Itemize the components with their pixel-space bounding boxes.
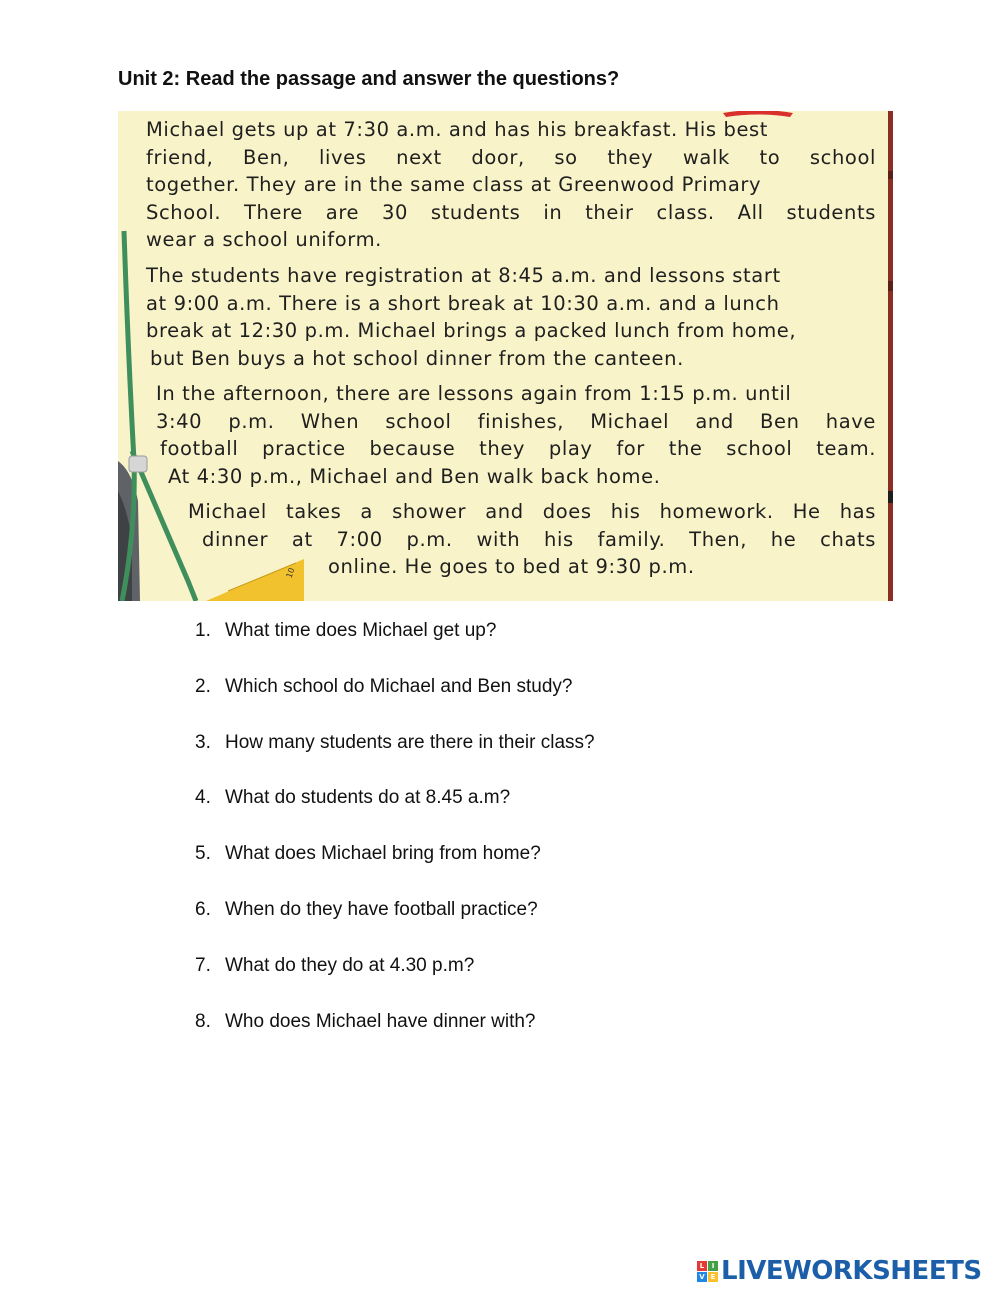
question-text: What time does Michael get up? <box>225 620 497 641</box>
question-item <box>195 676 595 732</box>
question-text: How many students are there in their class? <box>225 731 595 753</box>
logo-block: V <box>697 1272 707 1282</box>
logo-block: I <box>708 1261 718 1271</box>
question-text: Who does Michael have dinner with? <box>225 1010 536 1032</box>
question-number: 3. <box>195 731 211 753</box>
question-text: What does Michael bring from home? <box>225 843 541 865</box>
question-item <box>195 620 595 676</box>
passage-line: friend, Ben, lives next door, so they walk to school <box>146 145 876 169</box>
passage-line: In the afternoon, there are lessons again from 1:15 p.m. until <box>156 382 792 405</box>
question-number: 8. <box>195 1010 211 1032</box>
passage-line: together. They are in the same class at Greenwood Primary <box>146 173 762 196</box>
question-text: When do they have football practice? <box>225 898 538 920</box>
right-edge-strip <box>888 111 893 601</box>
question-number: 5. <box>195 843 211 865</box>
ruler-number: 10 <box>284 566 297 580</box>
passage-line: Michael gets up at 7:30 a.m. and has his breakfast. His best <box>146 118 769 141</box>
passage-line: wear a school uniform. <box>146 228 382 251</box>
question-text: Which school do Michael and Ben study? <box>225 675 573 697</box>
logo-block: E <box>708 1272 718 1282</box>
passage-paragraph-3 <box>156 380 876 490</box>
question-list <box>195 620 595 1066</box>
passage-line: but Ben buys a hot school dinner from the canteen. <box>150 346 684 370</box>
question-item <box>195 787 595 843</box>
question-item <box>195 955 595 1011</box>
passage-line: online. He goes to bed at 9:30 p.m. <box>328 555 695 578</box>
page-heading: Unit 2: Read the passage and answer the questions? <box>118 68 620 90</box>
question-item <box>195 732 595 788</box>
passage-paragraph-2 <box>146 262 876 372</box>
rope-clip <box>129 456 147 472</box>
question-number: 2. <box>195 675 211 697</box>
passage-line: At 4:30 p.m., Michael and Ben walk back home. <box>168 464 661 488</box>
passage-paragraph-1 <box>146 116 876 254</box>
logo-blocks-icon <box>697 1261 718 1282</box>
passage-line: School. There are 30 students in their class. All students <box>146 200 876 224</box>
question-item <box>195 843 595 899</box>
question-item <box>195 1011 595 1067</box>
question-number: 1. <box>195 620 211 641</box>
passage-line: dinner at 7:00 p.m. with his family. Then, he chats <box>202 527 876 551</box>
passage-line: at 9:00 a.m. There is a short break at 10:30 a.m. and a lunch <box>146 291 780 315</box>
passage-line: The students have registration at 8:45 a.m. and lessons start <box>146 264 781 287</box>
question-number: 4. <box>195 787 211 809</box>
question-number: 6. <box>195 898 211 920</box>
passage-line: 3:40 p.m. When school finishes, Michael and Ben have <box>156 409 876 433</box>
logo-block: L <box>697 1261 707 1271</box>
question-text: What do students do at 8.45 a.m? <box>225 787 511 809</box>
question-text: What do they do at 4.30 p.m? <box>225 954 475 976</box>
logo-text: LIVEWORKSHEETS <box>721 1256 982 1286</box>
passage-paragraph-4 <box>188 498 876 581</box>
reading-passage <box>118 111 893 601</box>
passage-line: break at 12:30 p.m. Michael brings a packed lunch from home, <box>146 319 797 342</box>
passage-line: football practice because they play for the school team. <box>160 437 876 460</box>
question-number: 7. <box>195 954 211 976</box>
liveworksheets-logo[interactable] <box>697 1256 982 1286</box>
question-item <box>195 899 595 955</box>
passage-line: Michael takes a shower and does his homework. He has <box>188 500 876 523</box>
